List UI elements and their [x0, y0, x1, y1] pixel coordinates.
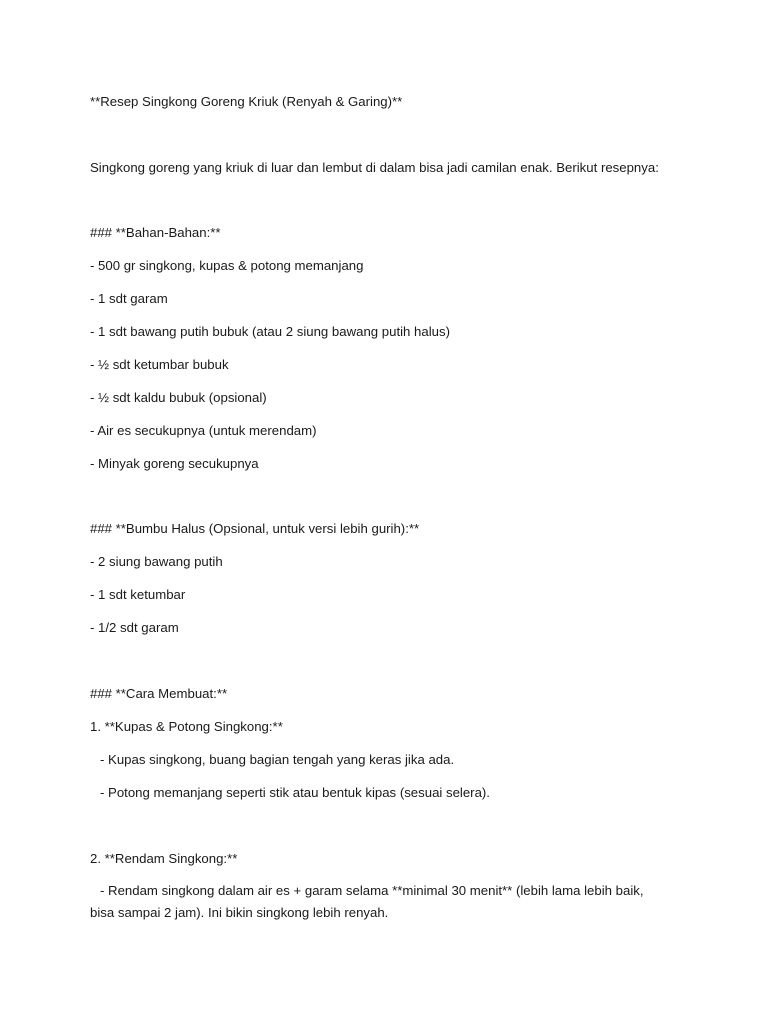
step-line: - Kupas singkong, buang bagian tengah yang keras jika ada.	[100, 752, 455, 767]
list-item: - Air es secukupnya (untuk merendam)	[90, 423, 317, 438]
document-title: **Resep Singkong Goreng Kriuk (Renyah & Garing)**	[90, 94, 403, 109]
intro-paragraph: Singkong goreng yang kriuk di luar dan lembut di dalam bisa jadi camilan enak. Berikut resepnya:	[90, 160, 659, 175]
section-heading-bumbu: ### **Bumbu Halus (Opsional, untuk versi lebih gurih):**	[90, 521, 420, 536]
list-item: - 1 sdt garam	[90, 291, 168, 306]
step-line: - Rendam singkong dalam air es + garam selama **minimal 30 menit** (lebih lama lebih baik, bisa sampai 2 jam). Ini bikin singkong lebih renyah.	[90, 883, 644, 920]
list-item: - 1 sdt ketumbar	[90, 587, 186, 602]
list-item: - 500 gr singkong, kupas & potong memanjang	[90, 258, 364, 273]
list-item: - 1 sdt bawang putih bubuk (atau 2 siung bawang putih halus)	[90, 324, 450, 339]
step-title: 2. **Rendam Singkong:**	[90, 851, 238, 866]
list-item: - ½ sdt ketumbar bubuk	[90, 357, 229, 372]
section-heading-bahan: ### **Bahan-Bahan:**	[90, 225, 221, 240]
list-item: - 1/2 sdt garam	[90, 620, 179, 635]
list-item: - Minyak goreng secukupnya	[90, 456, 259, 471]
step-line: - Potong memanjang seperti stik atau bentuk kipas (sesuai selera).	[100, 785, 490, 800]
section-heading-cara: ### **Cara Membuat:**	[90, 686, 228, 701]
step-title: 1. **Kupas & Potong Singkong:**	[90, 719, 283, 734]
list-item: - 2 siung bawang putih	[90, 554, 223, 569]
list-item: - ½ sdt kaldu bubuk (opsional)	[90, 390, 267, 405]
